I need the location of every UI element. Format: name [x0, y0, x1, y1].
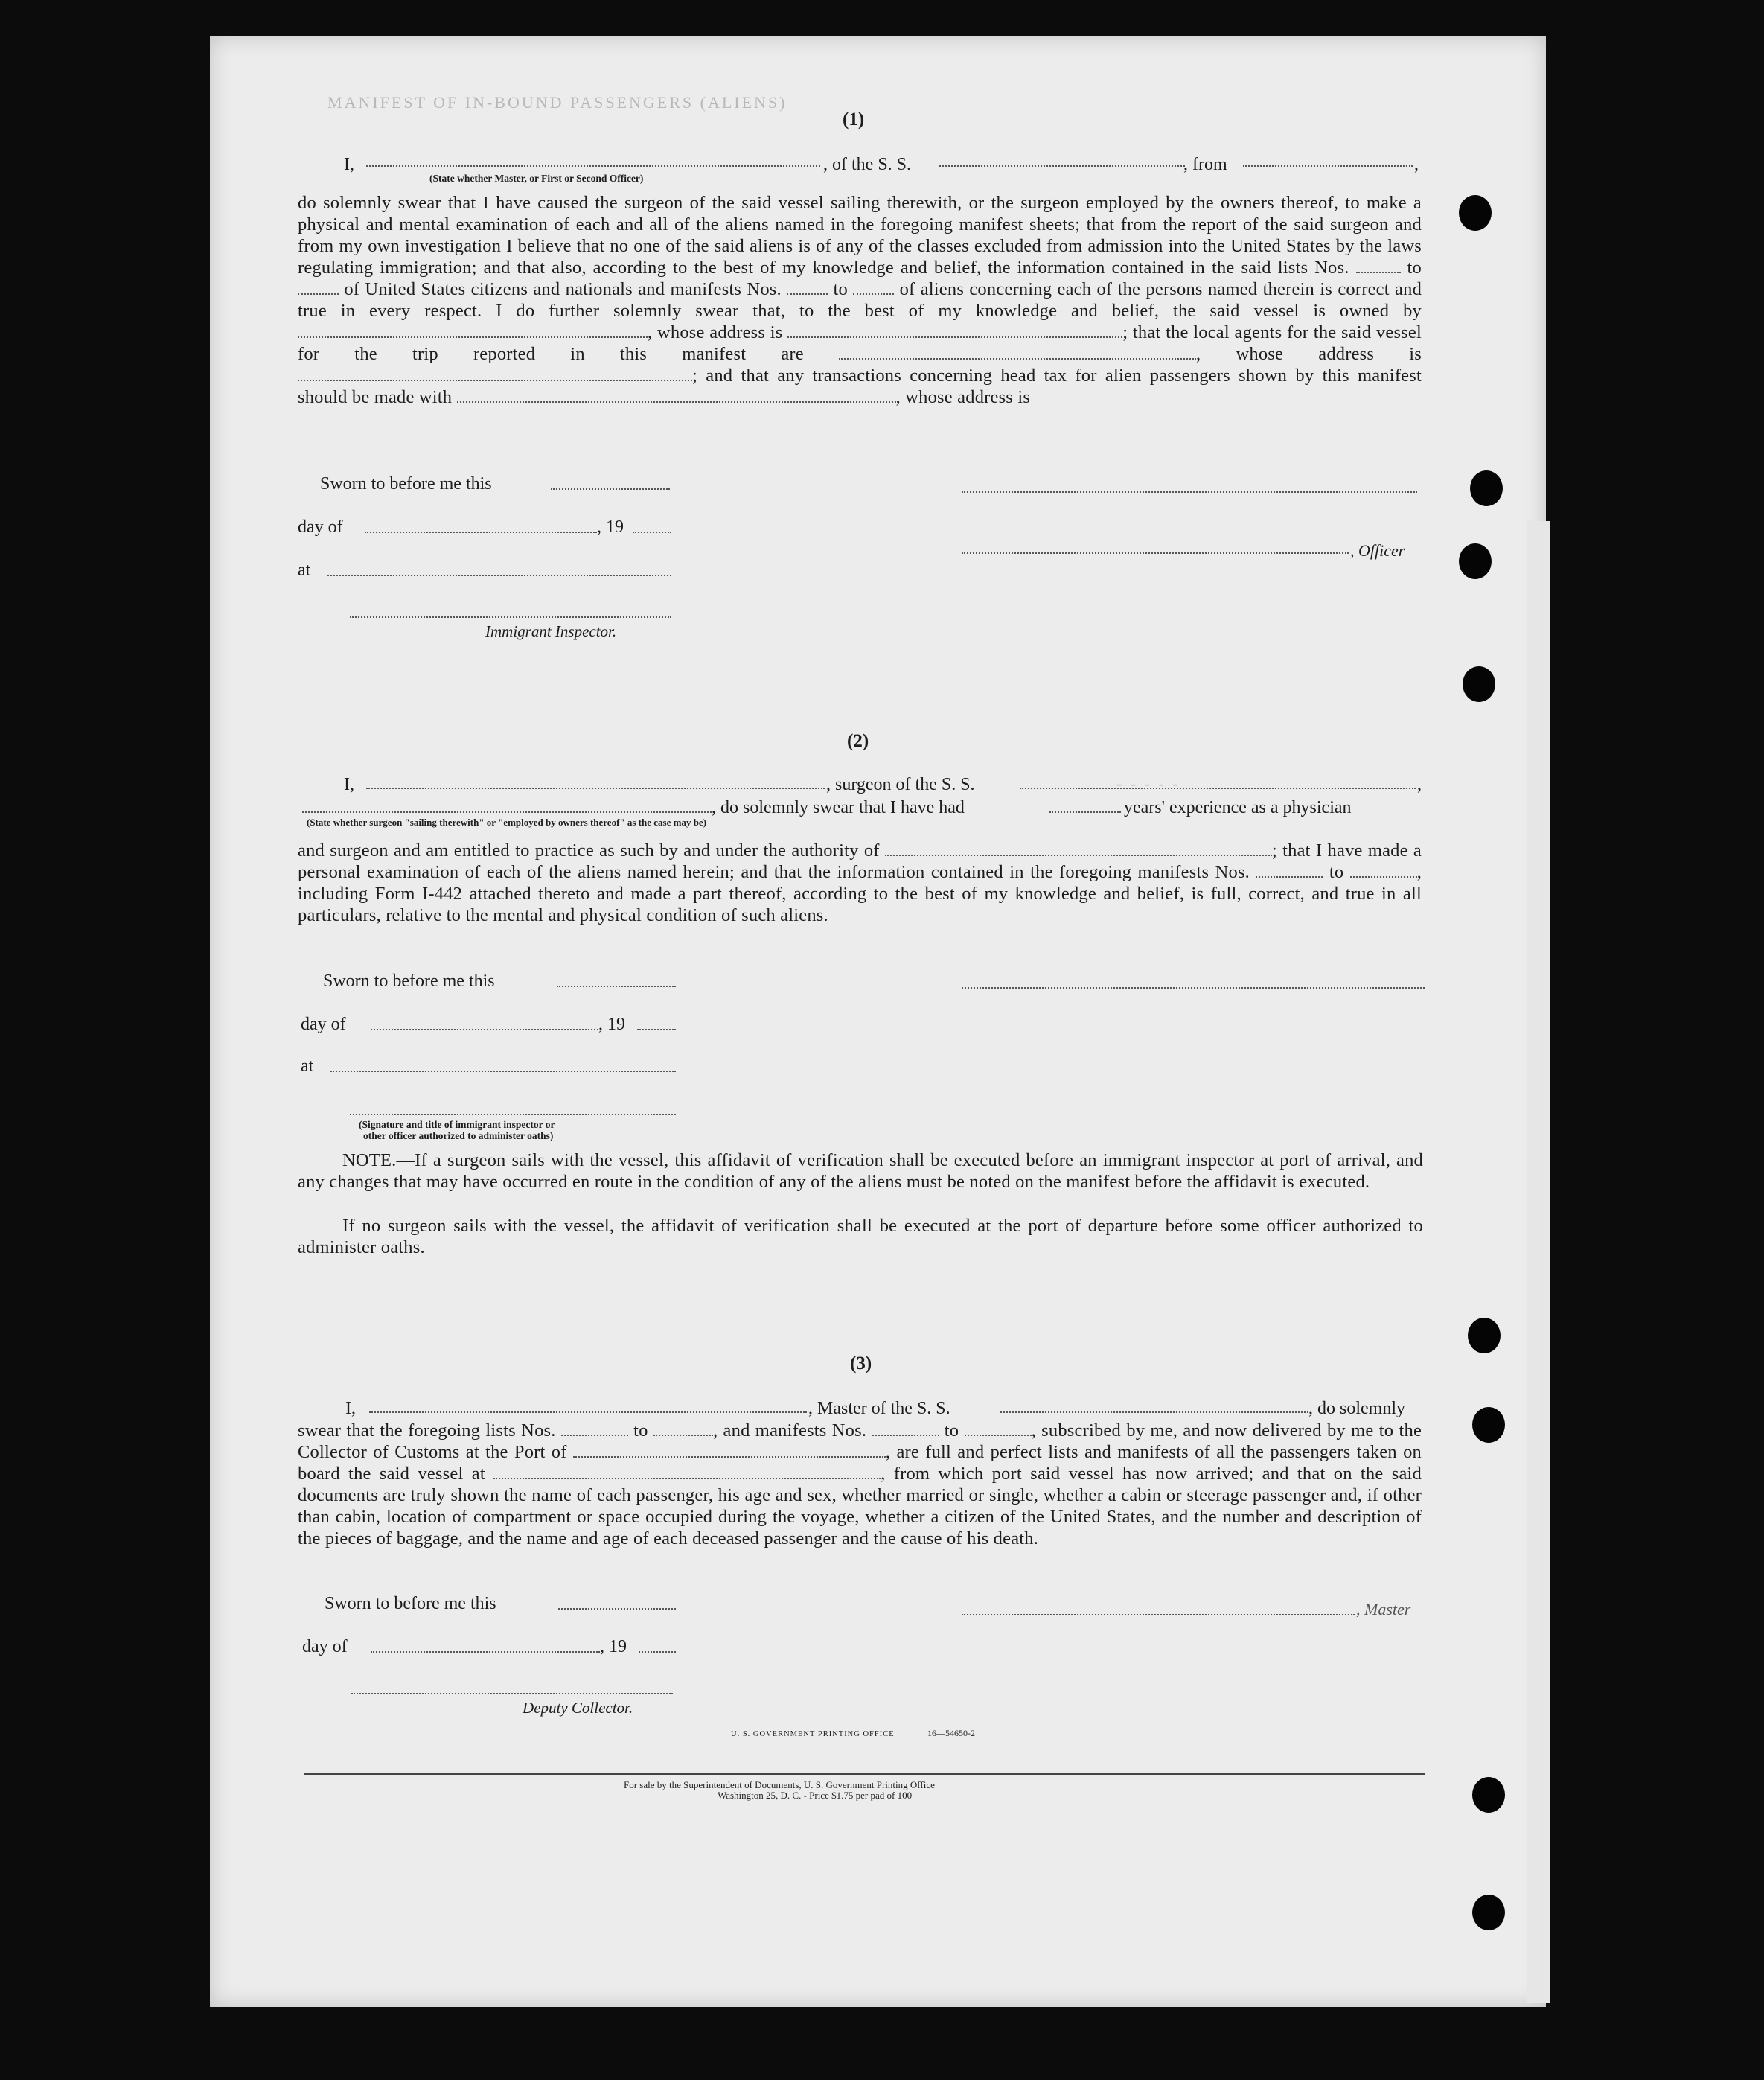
officer-rank-field[interactable]	[366, 165, 820, 167]
footer-rule	[304, 1773, 1425, 1775]
arrival-port-field[interactable]	[573, 1443, 886, 1458]
citizen-lists-from-field[interactable]	[1356, 258, 1401, 273]
surgeon-of-label: , surgeon of the S. S.	[826, 775, 975, 794]
sale-notice-line-1: For sale by the Superintendent of Documents, U. S. Government Printing Office	[624, 1779, 935, 1790]
officer-name-line[interactable]	[962, 552, 1349, 554]
to-label: to	[1329, 862, 1344, 882]
sworn-month-field[interactable]	[371, 1651, 600, 1653]
section-1-number: (1)	[843, 109, 865, 130]
officer-label: , Officer	[1350, 541, 1405, 560]
year-label: , 19	[597, 517, 624, 537]
printing-office: U. S. GOVERNMENT PRINTING OFFICE	[731, 1730, 895, 1738]
vessel-name-field[interactable]	[939, 165, 1185, 167]
surgeon-vessel-field[interactable]	[1020, 788, 1416, 789]
of-ss-label: , of the S. S.	[823, 155, 912, 174]
binder-hole	[1463, 666, 1495, 702]
sworn-date-field[interactable]	[557, 986, 676, 987]
sworn-place-field[interactable]	[330, 1071, 676, 1072]
sale-notice-line-2: Washington 25, D. C. - Price $1.75 per pad of 100	[718, 1790, 913, 1801]
binder-hole	[1459, 195, 1492, 231]
binder-hole	[1459, 543, 1492, 579]
officer-signature-line[interactable]	[962, 491, 1417, 493]
agents-address-label: whose address is	[1236, 344, 1422, 364]
owner-address-label: , whose address is	[648, 322, 783, 342]
master-paragraph-5: , from which port said vessel has now arrived; and that on the said documents are truly shown the name of each passenger, his age and sex, whether married or single, whether a cabin or steerage passenger and, if other than cabin, location of compartment or space occupied during the voyage, whether a citizen of the United States, and the number and description of the pieces of baggage, and the name and age of each deceased passenger and the cause of his death.	[298, 1464, 1422, 1548]
local-agents-field[interactable]	[839, 345, 1196, 360]
master-paragraph-3: , subscribed by me, and now delivered by me to the Collector of Customs at the Port of	[298, 1420, 1422, 1462]
section-2-number: (2)	[847, 731, 869, 751]
form-number: 16—54650-2	[927, 1728, 975, 1738]
signature-note-line-1: (Signature and title of immigrant inspector or	[359, 1119, 555, 1130]
at-label: at	[298, 561, 311, 580]
affidavit-note	[298, 1149, 1423, 1193]
signature-note-line-2: other officer authorized to administer oaths)	[363, 1130, 554, 1141]
sworn-year-field[interactable]	[639, 1651, 676, 1653]
lists-from-field[interactable]	[561, 1421, 628, 1436]
embarkation-port-field[interactable]	[493, 1464, 881, 1479]
master-paragraph-1: swear that the foregoing lists Nos.	[298, 1420, 556, 1441]
year-label: , 19	[600, 1637, 627, 1656]
master-name-field[interactable]	[369, 1411, 807, 1413]
oath-paragraph-2: of United States citizens and nationals and manifests Nos.	[344, 279, 782, 299]
manifests-to-field[interactable]	[965, 1421, 1032, 1436]
inspector-signature-line[interactable]	[350, 616, 671, 618]
manifests-from-field[interactable]	[872, 1421, 939, 1436]
master-paragraph-2: , and manifests Nos.	[712, 1420, 867, 1441]
binder-hole	[1472, 1895, 1505, 1930]
binder-hole	[1470, 470, 1503, 506]
surgeon-name-field[interactable]	[366, 788, 825, 789]
officer-rank-note: (State whether Master, or First or Second Officer)	[429, 173, 644, 184]
master-label: , Master	[1356, 1600, 1411, 1618]
note-text-2: If no surgeon sails with the vessel, the affidavit of verification shall be executed at the port of departure before some officer authorized to administer oaths.	[298, 1216, 1423, 1257]
section-3-i: I,	[345, 1399, 356, 1418]
sheet-edge	[1527, 521, 1550, 2003]
to-label: to	[944, 1420, 959, 1441]
oath-paragraph-7: ; and that any transactions concerning head tax for alien passengers shown by this manifest should be made with	[298, 366, 1422, 407]
master-of-label: , Master of the S. S.	[808, 1399, 950, 1418]
master-signature-line[interactable]	[962, 1614, 1355, 1615]
surgeon-paragraph-2: that I have made a personal examination of each of the aliens named herein; and that the information contained in the foregoing manifests Nos.	[298, 840, 1422, 882]
surgeon-status-field[interactable]	[302, 811, 712, 813]
printing-office-label	[731, 1729, 895, 1740]
from-label: , from	[1183, 155, 1227, 174]
years-experience-field[interactable]	[1049, 811, 1121, 813]
binder-hole	[1472, 1777, 1505, 1813]
section-3-oath-text	[298, 1420, 1422, 1549]
alien-manifests-to-field[interactable]	[853, 280, 894, 295]
oath-paragraph-5: ; that the local agents for the said vessel for the trip reported in this manifest are	[298, 322, 1422, 364]
note-label: NOTE.	[342, 1150, 397, 1170]
to-label: to	[1407, 258, 1422, 278]
section-2-oath-text	[298, 840, 1422, 926]
at-label: at	[301, 1056, 314, 1076]
manifests-to-field[interactable]	[1350, 863, 1417, 878]
sworn-date-field[interactable]	[558, 1608, 676, 1610]
solemnly-swear-label: , do solemnly swear that I have had	[712, 798, 965, 817]
agents-address-field[interactable]	[298, 366, 692, 381]
surgeon-status-note: (State whether surgeon "sailing therewith" or "employed by owners thereof" as the case may be)	[307, 817, 707, 828]
section-2-i: I,	[344, 775, 354, 794]
to-label: to	[833, 279, 848, 299]
affidavit-note-2	[298, 1215, 1423, 1258]
sworn-month-field[interactable]	[371, 1029, 598, 1030]
bleed-through-text: - - - - -	[1116, 774, 1180, 793]
to-label: to	[633, 1420, 648, 1441]
head-tax-agent-field[interactable]	[457, 388, 896, 403]
section-3-number: (3)	[850, 1353, 872, 1374]
alien-manifests-from-field[interactable]	[787, 280, 828, 295]
section-1-oath-text: do solemnly swear that I have caused the surgeon of the said vessel sailing therewith, or the surgeon employed by the owners thereof, to make a physical and mental examination of each and all of the aliens named in the foregoing manifest sheets; that from the report of the said surgeon and from my own investigation I believe that no one of the said aliens is of any of the classes excluded from admission into the United States by the laws regulating immigration; and that also, according to the best of my knowledge and belief, the information contained in the said lists Nos. to of United States citizens and nationals and manifests Nos. to of aliens concerning each of the persons named therein is correct and true in every respect. I do further solemnly swear that, to the best of my knowledge and belief, the said vessel is owned by , whose address is ; that the local agents for the said vessel for the trip reported in this manifest are , whose address is ; and that any transactions concerning head tax for alien passengers shown by this manifest should be made with , whose address is	[298, 193, 1422, 407]
sworn-date-field[interactable]	[551, 488, 670, 490]
binder-hole	[1472, 1407, 1505, 1443]
section-1-comma: ,	[1414, 155, 1419, 174]
semicolon: ;	[1271, 840, 1277, 861]
day-of-label: day of	[301, 1015, 346, 1034]
oath-paragraph-1: do solemnly swear that I have caused the surgeon of the said vessel sailing therewith, or the surgeon employed by the owners thereof, to make a physical and mental examination of each and all of the aliens named in the foregoing manifest sheets; that from the report of the said surgeon and from my own investigation I believe that no one of the said aliens is of any of the classes excluded from admission into the United States by the laws regulating immigration; and that also, according to the best of my knowledge and belief, the information contained in the said lists Nos.	[298, 193, 1422, 278]
sworn-month-field[interactable]	[365, 532, 597, 533]
oath-paragraph-8: , whose address is	[895, 387, 1031, 407]
owner-address-field[interactable]	[787, 323, 1122, 338]
citizen-lists-to-field[interactable]	[298, 280, 339, 295]
surgeon-paragraph-1: and surgeon and am entitled to practice as such by and under the authority of	[298, 840, 880, 861]
sworn-place-field[interactable]	[327, 575, 671, 576]
year-label: , 19	[598, 1015, 625, 1034]
binder-hole	[1468, 1318, 1501, 1353]
sworn-label: Sworn to before me this	[320, 474, 492, 494]
section-2-comma: ,	[1417, 775, 1422, 794]
practice-authority-field[interactable]	[885, 841, 1272, 856]
years-experience-label: years' experience as a physician	[1124, 798, 1352, 817]
lists-to-field[interactable]	[653, 1421, 713, 1436]
sworn-label: Sworn to before me this	[323, 972, 495, 991]
deputy-collector-label: Deputy Collector.	[523, 1699, 633, 1717]
sworn-year-field[interactable]	[633, 532, 671, 533]
section-1-i: I,	[344, 155, 354, 174]
manifests-from-field[interactable]	[1256, 863, 1323, 878]
oath-paragraph-3: of aliens concerning each of the persons named therein is correct and true in every respect. I do further solemnly swear that, to the best of my knowledge and belief, the said vessel is owned by	[298, 279, 1422, 321]
master-vessel-field[interactable]	[1000, 1411, 1308, 1413]
surgeon-paragraph-3: , including Form I-442 attached thereto and made a part thereof, according to the best of my knowledge and belief, is full, correct, and true in all particulars, relative to the mental and physical condition of such aliens.	[298, 862, 1422, 925]
departure-port-field[interactable]	[1243, 165, 1413, 167]
surgeon-signature-line[interactable]	[962, 987, 1425, 989]
inspector-signature-line[interactable]	[350, 1114, 676, 1115]
do-solemnly-label: , do solemnly	[1308, 1399, 1405, 1418]
owner-name-field[interactable]	[298, 323, 648, 338]
sworn-label: Sworn to before me this	[325, 1594, 496, 1613]
deputy-collector-signature-line[interactable]	[351, 1693, 673, 1694]
immigrant-inspector-label: Immigrant Inspector.	[485, 622, 617, 640]
sworn-year-field[interactable]	[637, 1029, 676, 1030]
day-of-label: day of	[302, 1637, 348, 1656]
day-of-label: day of	[298, 517, 343, 537]
bleed-through-text: MANIFEST OF IN-BOUND PASSENGERS (ALIENS)	[327, 93, 787, 112]
note-text: —If a surgeon sails with the vessel, this affidavit of verification shall be executed before an immigrant inspector at port of arrival, and any changes that may have occurred en route in the condition of any of the aliens must be noted on the manifest before the affidavit is executed.	[298, 1150, 1423, 1192]
master-paragraph-4: , are full and perfect lists and manifests of all the passengers taken on board the said vessel at	[298, 1442, 1422, 1484]
